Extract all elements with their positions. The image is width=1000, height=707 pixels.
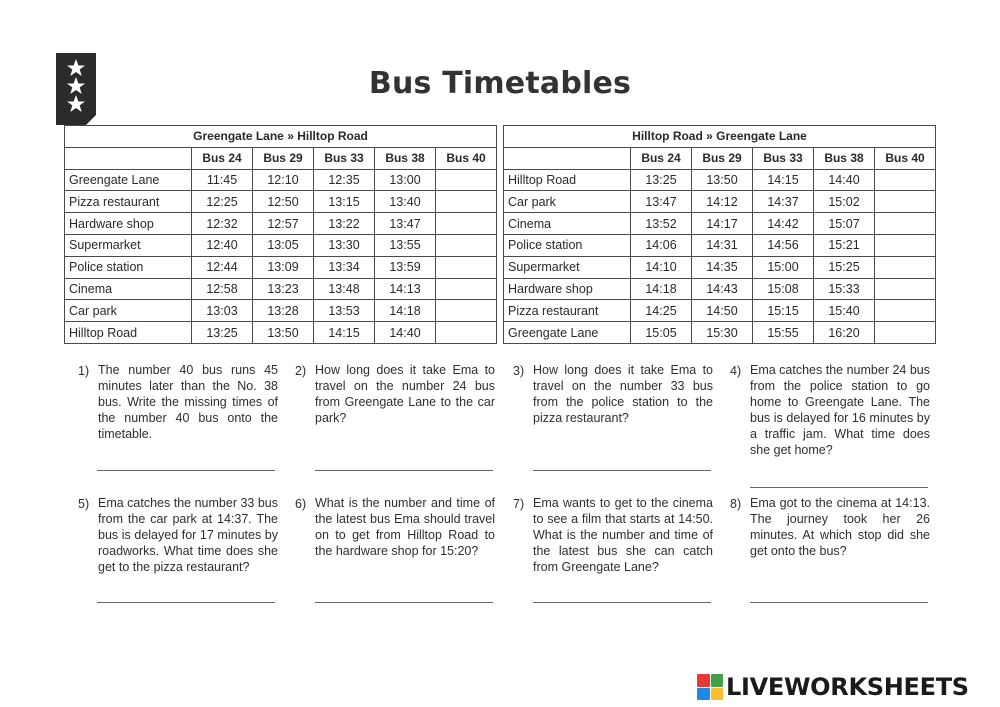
time-cell: 12:50 <box>253 191 314 213</box>
bus-header-row <box>504 147 936 169</box>
header-stop-column <box>504 147 631 169</box>
stop-name: Pizza restaurant <box>65 191 192 213</box>
question-text: How long does it take Ema to travel on the number 33 bus from the police station to the pizza restaurant? <box>533 363 713 425</box>
time-cell: 13:48 <box>314 278 375 300</box>
bus-header-row <box>65 147 497 169</box>
time-cell: 15:55 <box>753 322 814 344</box>
answer-line-4[interactable] <box>750 487 928 488</box>
bus-40-time-cell <box>875 234 936 256</box>
question-text: How long does it take Ema to travel on the number 24 bus from Greengate Lane to the car park? <box>315 363 495 425</box>
time-cell: 14:15 <box>753 169 814 191</box>
answer-line-5[interactable] <box>97 602 275 603</box>
answer-line-3[interactable] <box>533 470 711 471</box>
bus-column-header: Bus 38 <box>375 147 436 169</box>
time-cell: 13:50 <box>253 322 314 344</box>
time-cell: 16:20 <box>814 322 875 344</box>
stop-name: Police station <box>504 234 631 256</box>
time-cell: 14:17 <box>692 213 753 235</box>
liveworksheets-logo-icon <box>697 674 723 700</box>
table-row <box>504 191 936 213</box>
bus-40-time-cell <box>875 256 936 278</box>
table-row <box>504 278 936 300</box>
time-cell: 15:08 <box>753 278 814 300</box>
time-cell: 13:00 <box>375 169 436 191</box>
time-cell: 13:30 <box>314 234 375 256</box>
time-cell: 13:40 <box>375 191 436 213</box>
bus-40-time-cell <box>875 191 936 213</box>
time-cell: 11:45 <box>192 169 253 191</box>
time-cell: 13:59 <box>375 256 436 278</box>
question-number: 1) <box>78 364 90 378</box>
time-cell: 12:35 <box>314 169 375 191</box>
table-row <box>504 234 936 256</box>
time-cell: 13:22 <box>314 213 375 235</box>
time-cell: 13:15 <box>314 191 375 213</box>
question-number: 7) <box>513 497 525 511</box>
time-cell: 14:40 <box>814 169 875 191</box>
bus-column-header: Bus 40 <box>436 147 497 169</box>
time-cell: 12:10 <box>253 169 314 191</box>
time-cell: 13:23 <box>253 278 314 300</box>
bus-40-time-input[interactable] <box>436 322 497 344</box>
time-cell: 13:25 <box>192 322 253 344</box>
bus-40-time-cell <box>875 169 936 191</box>
bus-column-header: Bus 33 <box>314 147 375 169</box>
time-cell: 15:33 <box>814 278 875 300</box>
table-row <box>504 322 936 344</box>
stop-name: Hardware shop <box>504 278 631 300</box>
liveworksheets-brand[interactable] <box>697 673 969 701</box>
time-cell: 13:53 <box>314 300 375 322</box>
question-text: Ema catches the number 33 bus from the car park at 14:37. The bus is delayed for 17 minutes by roadworks. What time does she get to the pizza restaurant? <box>98 496 278 574</box>
time-cell: 14:35 <box>692 256 753 278</box>
bus-column-header: Bus 38 <box>814 147 875 169</box>
bus-40-time-cell <box>875 213 936 235</box>
stop-name: Car park <box>65 300 192 322</box>
time-cell: 14:56 <box>753 234 814 256</box>
time-cell: 12:58 <box>192 278 253 300</box>
time-cell: 15:02 <box>814 191 875 213</box>
time-cell: 14:25 <box>631 300 692 322</box>
table-row <box>65 256 497 278</box>
stop-name: Greengate Lane <box>504 322 631 344</box>
bus-40-time-cell <box>875 322 936 344</box>
time-cell: 12:40 <box>192 234 253 256</box>
time-cell: 15:05 <box>631 322 692 344</box>
time-cell: 13:25 <box>631 169 692 191</box>
table-row <box>65 169 497 191</box>
stop-name: Pizza restaurant <box>504 300 631 322</box>
route-title: Greengate Lane » Hilltop Road <box>65 126 497 148</box>
bus-column-header: Bus 40 <box>875 147 936 169</box>
bus-40-time-input[interactable] <box>436 256 497 278</box>
header-stop-column <box>65 147 192 169</box>
stop-name: Hilltop Road <box>65 322 192 344</box>
page-title: Bus Timetables <box>368 66 632 101</box>
time-cell: 13:03 <box>192 300 253 322</box>
time-cell: 12:25 <box>192 191 253 213</box>
stop-name: Police station <box>65 256 192 278</box>
question-number: 3) <box>513 364 525 378</box>
time-cell: 13:28 <box>253 300 314 322</box>
time-cell: 15:15 <box>753 300 814 322</box>
table-row <box>504 256 936 278</box>
time-cell: 15:25 <box>814 256 875 278</box>
time-cell: 12:32 <box>192 213 253 235</box>
table-row <box>65 278 497 300</box>
time-cell: 15:40 <box>814 300 875 322</box>
question-text: Ema catches the number 24 bus from the police station to go home to Greengate Lane. The bus is delayed for 16 minutes by a traffic jam. What time does she get home? <box>750 363 930 457</box>
time-cell: 14:06 <box>631 234 692 256</box>
stop-name: Cinema <box>504 213 631 235</box>
bus-column-header: Bus 24 <box>192 147 253 169</box>
time-cell: 12:57 <box>253 213 314 235</box>
time-cell: 13:47 <box>375 213 436 235</box>
time-cell: 14:40 <box>375 322 436 344</box>
bus-40-time-input[interactable] <box>436 213 497 235</box>
bus-40-time-input[interactable] <box>436 278 497 300</box>
table-row <box>504 169 936 191</box>
time-cell: 15:30 <box>692 322 753 344</box>
time-cell: 14:13 <box>375 278 436 300</box>
question-number: 6) <box>295 497 307 511</box>
time-cell: 13:05 <box>253 234 314 256</box>
bus-column-header: Bus 24 <box>631 147 692 169</box>
time-cell: 14:10 <box>631 256 692 278</box>
bus-40-time-cell <box>875 300 936 322</box>
time-cell: 13:55 <box>375 234 436 256</box>
time-cell: 15:21 <box>814 234 875 256</box>
time-cell: 13:34 <box>314 256 375 278</box>
table-row <box>65 213 497 235</box>
time-cell: 15:07 <box>814 213 875 235</box>
answer-line-8[interactable] <box>750 602 928 603</box>
table-row <box>504 300 936 322</box>
stop-name: Supermarket <box>504 256 631 278</box>
answer-line-7[interactable] <box>533 602 711 603</box>
time-cell: 14:42 <box>753 213 814 235</box>
time-cell: 14:18 <box>631 278 692 300</box>
question-text: Ema wants to get to the cinema to see a film that starts at 14:50. What is the number and time of the latest bus she can catch from Greengate Lane? <box>533 496 713 574</box>
time-cell: 14:37 <box>753 191 814 213</box>
time-cell: 13:50 <box>692 169 753 191</box>
time-cell: 13:09 <box>253 256 314 278</box>
stop-name: Cinema <box>65 278 192 300</box>
table-row <box>65 191 497 213</box>
bus-40-time-input[interactable] <box>436 300 497 322</box>
table-row <box>65 300 497 322</box>
time-cell: 15:00 <box>753 256 814 278</box>
bus-40-time-input[interactable] <box>436 169 497 191</box>
brand-name: LIVEWORKSHEETS <box>726 673 969 701</box>
bus-40-time-cell <box>875 278 936 300</box>
question-number: 8) <box>730 497 742 511</box>
time-cell: 14:18 <box>375 300 436 322</box>
time-cell: 14:15 <box>314 322 375 344</box>
question-number: 5) <box>78 497 90 511</box>
answer-line-1[interactable] <box>97 470 275 471</box>
bus-column-header: Bus 33 <box>753 147 814 169</box>
time-cell: 14:12 <box>692 191 753 213</box>
stop-name: Hardware shop <box>65 213 192 235</box>
question-text: The number 40 bus runs 45 minutes later than the No. 38 bus. Write the missing times of the number 40 bus onto the timetable. <box>98 363 278 441</box>
answer-line-6[interactable] <box>315 602 493 603</box>
stop-name: Greengate Lane <box>65 169 192 191</box>
question-text: Ema got to the cinema at 14:13. The journey took her 26 minutes. At which stop did she get onto the bus? <box>750 496 930 558</box>
question-text: What is the number and time of the latest bus Ema should travel on to get from Hilltop Road to the hardware shop for 15:20? <box>315 496 495 558</box>
timetable-greengate-to-hilltop <box>64 125 497 344</box>
timetable-hilltop-to-greengate <box>503 125 936 344</box>
time-cell: 14:50 <box>692 300 753 322</box>
table-row <box>65 322 497 344</box>
table-row <box>504 213 936 235</box>
stop-name: Hilltop Road <box>504 169 631 191</box>
answer-line-2[interactable] <box>315 470 493 471</box>
table-row <box>65 234 497 256</box>
bus-40-time-input[interactable] <box>436 191 497 213</box>
question-number: 4) <box>730 364 742 378</box>
time-cell: 13:52 <box>631 213 692 235</box>
time-cell: 13:47 <box>631 191 692 213</box>
stop-name: Supermarket <box>65 234 192 256</box>
bus-40-time-input[interactable] <box>436 234 497 256</box>
time-cell: 12:44 <box>192 256 253 278</box>
route-title: Hilltop Road » Greengate Lane <box>504 126 936 148</box>
bus-column-header: Bus 29 <box>253 147 314 169</box>
question-number: 2) <box>295 364 307 378</box>
stop-name: Car park <box>504 191 631 213</box>
time-cell: 14:43 <box>692 278 753 300</box>
bus-column-header: Bus 29 <box>692 147 753 169</box>
time-cell: 14:31 <box>692 234 753 256</box>
